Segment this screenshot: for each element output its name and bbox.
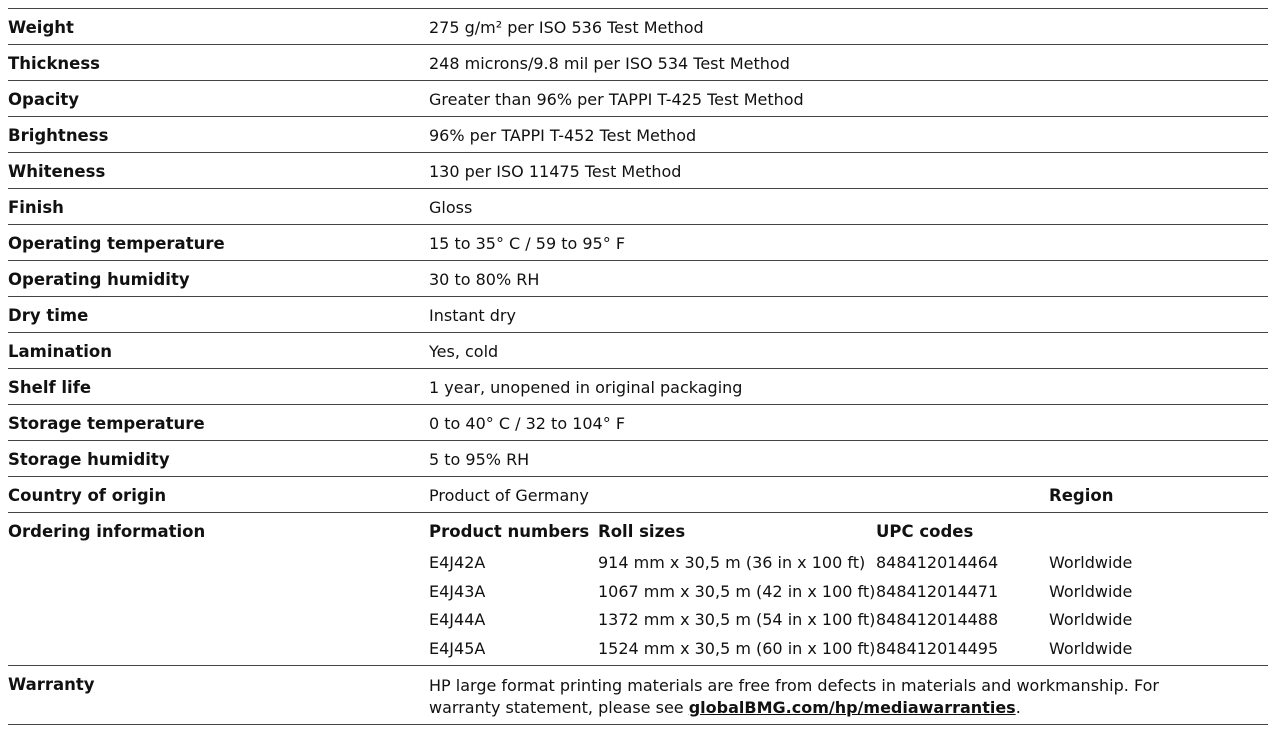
spec-row-whiteness [8,152,1268,188]
spec-label: Warranty [8,675,95,694]
spec-row-weight [8,8,1268,44]
warranty-text [429,675,1229,719]
spec-row-storage-temperature [8,404,1268,440]
spec-value: 275 g/m² per ISO 536 Test Method [429,18,704,37]
spec-row-country-of-origin [8,476,1268,512]
spec-row-opacity [8,80,1268,116]
region: Worldwide [1049,639,1133,658]
spec-row-finish [8,188,1268,224]
warranty-suffix: . [1015,698,1021,717]
region: Worldwide [1049,610,1133,629]
spec-label: Weight [8,18,74,37]
spec-table [8,8,1268,725]
spec-row-ordering-information [8,512,1268,665]
spec-value: 130 per ISO 11475 Test Method [429,162,682,181]
roll-size: 914 mm x 30,5 m (36 in x 100 ft) [598,553,866,572]
spec-label: Thickness [8,54,100,73]
roll-size: 1524 mm x 30,5 m (60 in x 100 ft) [598,639,876,658]
spec-value: 1 year, unopened in original packaging [429,378,743,397]
spec-value: 248 microns/9.8 mil per ISO 534 Test Method [429,54,790,73]
region: Worldwide [1049,553,1133,572]
roll-sizes-header: Roll sizes [598,522,686,541]
warranty-link[interactable]: globalBMG.com/hp/mediawarranties [688,698,1016,717]
upc-code: 848412014464 [876,553,999,572]
spec-value: 0 to 40° C / 32 to 104° F [429,414,626,433]
spec-label: Shelf life [8,378,92,397]
spec-row-operating-humidity [8,260,1268,296]
spec-row-storage-humidity [8,440,1268,476]
spec-label: Whiteness [8,162,106,181]
spec-label: Operating temperature [8,234,225,253]
region: Worldwide [1049,582,1133,601]
spec-row-brightness [8,116,1268,152]
product-number: E4J44A [429,610,486,629]
spec-value: 96% per TAPPI T-452 Test Method [429,126,697,145]
region-column-header: Region [1049,486,1114,505]
product-numbers-header: Product numbers [429,522,590,541]
spec-label: Lamination [8,342,113,361]
spec-value: Instant dry [429,306,516,325]
spec-row-operating-temperature [8,224,1268,260]
spec-value: Gloss [429,198,473,217]
spec-value: 30 to 80% RH [429,270,540,289]
upc-code: 848412014471 [876,582,999,601]
spec-value: Yes, cold [429,342,499,361]
spec-label: Ordering information [8,522,206,541]
upc-codes-header: UPC codes [876,522,974,541]
spec-row-thickness [8,44,1268,80]
spec-label: Dry time [8,306,89,325]
spec-label: Storage temperature [8,414,205,433]
product-number: E4J42A [429,553,486,572]
spec-value: 5 to 95% RH [429,450,530,469]
spec-label: Storage humidity [8,450,170,469]
spec-row-shelf-life [8,368,1268,404]
upc-code: 848412014488 [876,610,999,629]
product-number: E4J43A [429,582,486,601]
spec-row-dry-time [8,296,1268,332]
spec-label: Opacity [8,90,80,109]
spec-label: Country of origin [8,486,167,505]
spec-value: 15 to 35° C / 59 to 95° F [429,234,626,253]
spec-row-warranty [8,665,1268,725]
spec-value: Product of Germany [429,486,589,505]
roll-size: 1067 mm x 30,5 m (42 in x 100 ft) [598,582,876,601]
upc-code: 848412014495 [876,639,999,658]
spec-label: Brightness [8,126,109,145]
roll-size: 1372 mm x 30,5 m (54 in x 100 ft) [598,610,876,629]
spec-label: Operating humidity [8,270,190,289]
spec-row-lamination [8,332,1268,368]
spec-label: Finish [8,198,64,217]
warranty-statement: HP large format printing materials are free from defects in materials and workmanship. For warranty statement, please see [429,676,1159,717]
product-number: E4J45A [429,639,486,658]
spec-value: Greater than 96% per TAPPI T-425 Test Method [429,90,804,109]
